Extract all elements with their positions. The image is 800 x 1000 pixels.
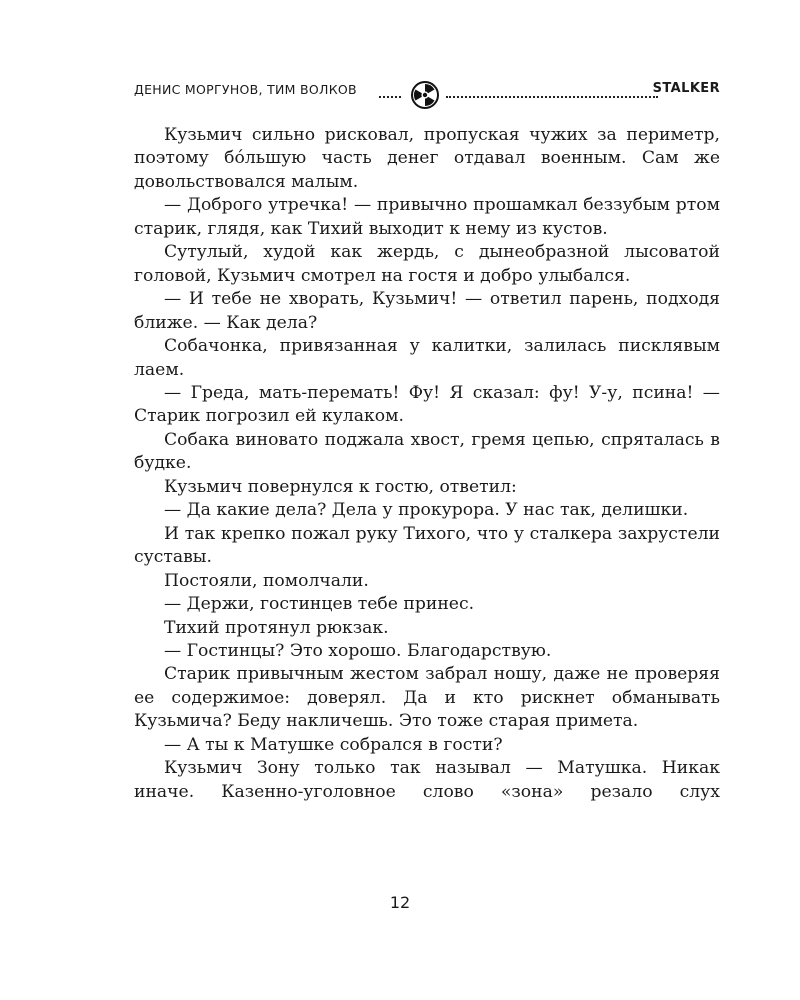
running-header [134,78,720,108]
paragraph: Кузьмич сильно рисковал, пропуская чужих за периметр, поэтому бóльшую часть денег отдавал военным. Сам же довольствовался малым. [134,125,720,192]
paragraph: — И тебе не хворать, Кузьмич! — ответил парень, подходя ближе. — Как дела? [134,289,720,333]
header-author: ДЕНИС МОРГУНОВ, ТИМ ВОЛКОВ [134,82,357,97]
page-body [134,124,720,804]
paragraph: — Греда, мать-перемать! Фу! Я сказал: фу! У-у, псина! — Старик погрозил ей кулаком. [134,382,720,427]
paragraph: — Держи, гостинцев тебе принес. [164,594,475,615]
paragraph: — Гостинцы? Это хорошо. Благодарствую. [164,640,552,661]
paragraph: Собака виновато поджала хвост, гремя цепью, спряталась в будке. [134,429,720,474]
header-series: STALKER [652,81,720,96]
paragraph: Старик привычным жестом забрал ношу, даже не проверяя ее содержимое: доверял. Да и кто рискнет обманывать Кузьмича? Беду накличешь. Это тоже старая примета. [134,664,720,732]
paragraph: Постояли, помолчали. [164,570,369,591]
paragraph: — Доброго утречка! — привычно прошамкал беззубым ртом старик, глядя, как Тихий выходит к нему из кустов. [134,195,720,239]
header-dotted-rule-right [446,96,658,98]
page-number: 12 [389,893,411,912]
radiation-icon [410,80,440,110]
paragraph: Тихий протянул рюкзак. [164,617,389,638]
paragraph: — Да какие дела? Дела у прокурора. У нас так, делишки. [164,500,689,521]
paragraph: Сутулый, худой как жердь, с дынеобразной лысоватой головой, Кузьмич смотрел на гостя и добро улыбался. [134,242,720,286]
paragraph: Кузьмич повернулся к гостю, ответил: [164,476,517,497]
header-dotted-rule-left [379,96,401,98]
paragraph: — А ты к Матушке собрался в гости? [164,734,503,755]
paragraph: Собачонка, привязанная у калитки, залилась писклявым лаем. [134,336,720,380]
paragraph: Кузьмич Зону только так называл — Матушка. Никак иначе. Казенно-уголовное слово «зона» резало слух [134,758,720,802]
paragraph: И так крепко пожал руку Тихого, что у сталкера захрустели суставы. [134,523,720,568]
